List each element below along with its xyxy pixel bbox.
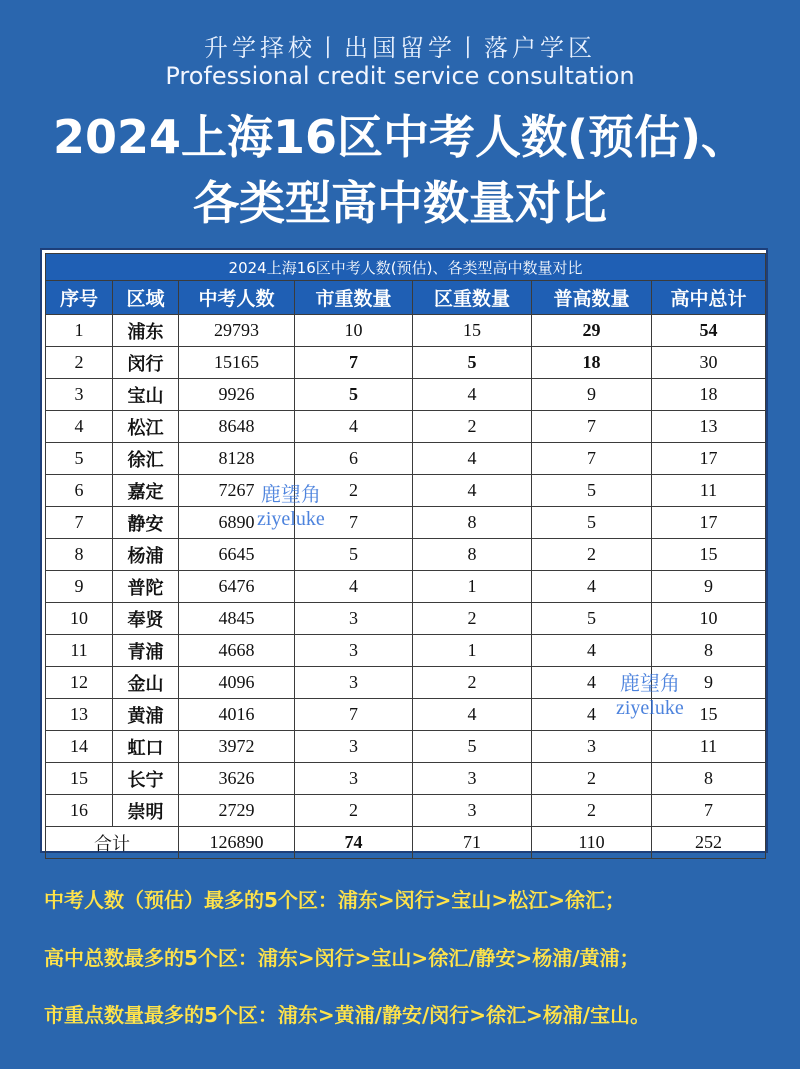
table-cell: 7 bbox=[532, 443, 652, 475]
table-cell: 9 bbox=[652, 571, 766, 603]
table-cell: 17 bbox=[652, 507, 766, 539]
total-cell: 110 bbox=[532, 827, 652, 859]
table-cell: 金山 bbox=[113, 667, 179, 699]
table-cell: 7 bbox=[652, 795, 766, 827]
table-cell: 1 bbox=[413, 635, 532, 667]
table-cell: 浦东 bbox=[113, 315, 179, 347]
table-cell: 3 bbox=[413, 763, 532, 795]
table-total-row bbox=[46, 827, 766, 859]
table-cell: 2 bbox=[532, 539, 652, 571]
table-cell: 7 bbox=[295, 699, 413, 731]
table-cell: 2 bbox=[413, 667, 532, 699]
table-cell: 1 bbox=[413, 571, 532, 603]
total-cell: 126890 bbox=[179, 827, 295, 859]
table-cell: 长宁 bbox=[113, 763, 179, 795]
table-cell: 14 bbox=[46, 731, 113, 763]
table-cell: 4 bbox=[532, 667, 652, 699]
table-cell: 3 bbox=[413, 795, 532, 827]
table-cell: 15 bbox=[46, 763, 113, 795]
summary-line: 中考人数（预估）最多的5个区：浦东>闵行>宝山>松江>徐汇； bbox=[44, 888, 625, 912]
table-cell: 7267 bbox=[179, 475, 295, 507]
table-cell: 8128 bbox=[179, 443, 295, 475]
table-cell: 4 bbox=[532, 571, 652, 603]
table-cell: 静安 bbox=[113, 507, 179, 539]
table-cell: 15 bbox=[413, 315, 532, 347]
table-cell: 4 bbox=[413, 443, 532, 475]
table-row bbox=[46, 315, 766, 347]
table-cell: 9 bbox=[532, 379, 652, 411]
table-cell: 普陀 bbox=[113, 571, 179, 603]
table-cell: 4 bbox=[532, 699, 652, 731]
table-cell: 5 bbox=[532, 603, 652, 635]
page-title: 2024上海16区中考人数(预估)、各类型高中数量对比 bbox=[52, 110, 748, 230]
table-cell: 4 bbox=[532, 635, 652, 667]
table-card bbox=[40, 248, 768, 853]
table-cell: 6645 bbox=[179, 539, 295, 571]
table-cell: 8648 bbox=[179, 411, 295, 443]
table-cell: 18 bbox=[532, 347, 652, 379]
table-row bbox=[46, 347, 766, 379]
table-cell: 8 bbox=[413, 539, 532, 571]
table-cell: 松江 bbox=[113, 411, 179, 443]
table-cell: 3626 bbox=[179, 763, 295, 795]
table-cell: 9 bbox=[652, 667, 766, 699]
table-cell: 青浦 bbox=[113, 635, 179, 667]
table-cell: 奉贤 bbox=[113, 603, 179, 635]
header-cell: 区重数量 bbox=[413, 281, 532, 315]
table-cell: 7 bbox=[295, 347, 413, 379]
table-cell: 11 bbox=[652, 731, 766, 763]
watermark-line: ziyeluke bbox=[257, 508, 325, 530]
table-cell: 2729 bbox=[179, 795, 295, 827]
table-cell: 闵行 bbox=[113, 347, 179, 379]
table-cell: 4 bbox=[46, 411, 113, 443]
table-cell: 5 bbox=[295, 379, 413, 411]
table-cell: 54 bbox=[652, 315, 766, 347]
table-row bbox=[46, 539, 766, 571]
table-cell: 5 bbox=[295, 539, 413, 571]
watermark-line: 鹿望角 bbox=[619, 673, 680, 695]
table-cell: 15 bbox=[652, 699, 766, 731]
header-cell: 序号 bbox=[46, 281, 113, 315]
table-row bbox=[46, 571, 766, 603]
table-row bbox=[46, 763, 766, 795]
table-cell: 18 bbox=[652, 379, 766, 411]
table-cell: 29793 bbox=[179, 315, 295, 347]
table-row bbox=[46, 795, 766, 827]
table-cell: 3 bbox=[532, 731, 652, 763]
table-cell: 5 bbox=[532, 507, 652, 539]
watermark bbox=[616, 672, 684, 720]
table-cell: 4845 bbox=[179, 603, 295, 635]
table-cell: 5 bbox=[413, 347, 532, 379]
table-cell: 5 bbox=[46, 443, 113, 475]
table-cell: 崇明 bbox=[113, 795, 179, 827]
table-row bbox=[46, 603, 766, 635]
table-row bbox=[46, 507, 766, 539]
header-cell: 区域 bbox=[113, 281, 179, 315]
table-cell: 7 bbox=[532, 411, 652, 443]
total-cell: 252 bbox=[652, 827, 766, 859]
header-cell: 中考人数 bbox=[179, 281, 295, 315]
tagline: 升学择校丨出国留学丨落户学区 bbox=[204, 34, 596, 62]
table-cell: 15165 bbox=[179, 347, 295, 379]
total-cell: 74 bbox=[295, 827, 413, 859]
total-cell: 合计 bbox=[46, 827, 179, 859]
table-cell: 30 bbox=[652, 347, 766, 379]
table-cell: 13 bbox=[46, 699, 113, 731]
table-cell: 6476 bbox=[179, 571, 295, 603]
table-cell: 2 bbox=[46, 347, 113, 379]
table-cell: 12 bbox=[46, 667, 113, 699]
table-cell: 10 bbox=[295, 315, 413, 347]
table-cell: 3 bbox=[295, 763, 413, 795]
table-cell: 4 bbox=[295, 571, 413, 603]
summary-line: 市重点数量最多的5个区：浦东>黄浦/静安/闵行>徐汇>杨浦/宝山。 bbox=[44, 1003, 651, 1027]
table-cell: 5 bbox=[413, 731, 532, 763]
table-cell: 10 bbox=[652, 603, 766, 635]
table-cell: 7 bbox=[295, 507, 413, 539]
table-cell: 4016 bbox=[179, 699, 295, 731]
table-cell: 黄浦 bbox=[113, 699, 179, 731]
table-cell: 10 bbox=[46, 603, 113, 635]
table-cell: 16 bbox=[46, 795, 113, 827]
table-cell: 11 bbox=[652, 475, 766, 507]
table-cell: 2 bbox=[532, 763, 652, 795]
header-cell: 市重数量 bbox=[295, 281, 413, 315]
subline: Professional credit service consultation bbox=[165, 62, 635, 90]
table-cell: 3 bbox=[295, 731, 413, 763]
data-table bbox=[45, 253, 766, 859]
table-cell: 15 bbox=[652, 539, 766, 571]
watermark-line: ziyeluke bbox=[616, 697, 684, 719]
table-cell: 5 bbox=[532, 475, 652, 507]
table-cell: 2 bbox=[295, 475, 413, 507]
table-cell: 3 bbox=[295, 667, 413, 699]
watermark bbox=[257, 483, 325, 531]
table-cell: 2 bbox=[413, 411, 532, 443]
table-cell: 8 bbox=[46, 539, 113, 571]
table-cell: 4 bbox=[413, 475, 532, 507]
table-cell: 6 bbox=[295, 443, 413, 475]
table-cell: 杨浦 bbox=[113, 539, 179, 571]
table-cell: 1 bbox=[46, 315, 113, 347]
table-row bbox=[46, 731, 766, 763]
table-row bbox=[46, 443, 766, 475]
table-cell: 6890 bbox=[179, 507, 295, 539]
table-cell: 2 bbox=[295, 795, 413, 827]
table-cell: 11 bbox=[46, 635, 113, 667]
table-cell: 7 bbox=[46, 507, 113, 539]
table-row bbox=[46, 411, 766, 443]
table-caption: 2024上海16区中考人数(预估)、各类型高中数量对比 bbox=[46, 254, 766, 281]
table-cell: 4 bbox=[413, 699, 532, 731]
table-cell: 17 bbox=[652, 443, 766, 475]
table-cell: 宝山 bbox=[113, 379, 179, 411]
table-cell: 29 bbox=[532, 315, 652, 347]
table-cell: 13 bbox=[652, 411, 766, 443]
table-cell: 嘉定 bbox=[113, 475, 179, 507]
table-cell: 虹口 bbox=[113, 731, 179, 763]
table-cell: 4096 bbox=[179, 667, 295, 699]
summary-line: 高中总数最多的5个区：浦东>闵行>宝山>徐汇/静安>杨浦/黄浦； bbox=[44, 946, 640, 970]
table-cell: 8 bbox=[652, 763, 766, 795]
header-cell: 普高数量 bbox=[532, 281, 652, 315]
table-cell: 2 bbox=[532, 795, 652, 827]
total-cell: 71 bbox=[413, 827, 532, 859]
table-cell: 8 bbox=[413, 507, 532, 539]
header-cell: 高中总计 bbox=[652, 281, 766, 315]
table-cell: 4 bbox=[295, 411, 413, 443]
table-cell: 3 bbox=[46, 379, 113, 411]
table-cell: 3972 bbox=[179, 731, 295, 763]
table-row bbox=[46, 379, 766, 411]
table-cell: 3 bbox=[295, 603, 413, 635]
table-cell: 4 bbox=[413, 379, 532, 411]
table-row bbox=[46, 475, 766, 507]
table-row bbox=[46, 635, 766, 667]
table-cell: 2 bbox=[413, 603, 532, 635]
watermark-line: 鹿望角 bbox=[260, 484, 321, 506]
table-cell: 徐汇 bbox=[113, 443, 179, 475]
table-cell: 6 bbox=[46, 475, 113, 507]
table-cell: 9 bbox=[46, 571, 113, 603]
table-cell: 8 bbox=[652, 635, 766, 667]
table-cell: 4668 bbox=[179, 635, 295, 667]
table-cell: 3 bbox=[295, 635, 413, 667]
table-cell: 9926 bbox=[179, 379, 295, 411]
